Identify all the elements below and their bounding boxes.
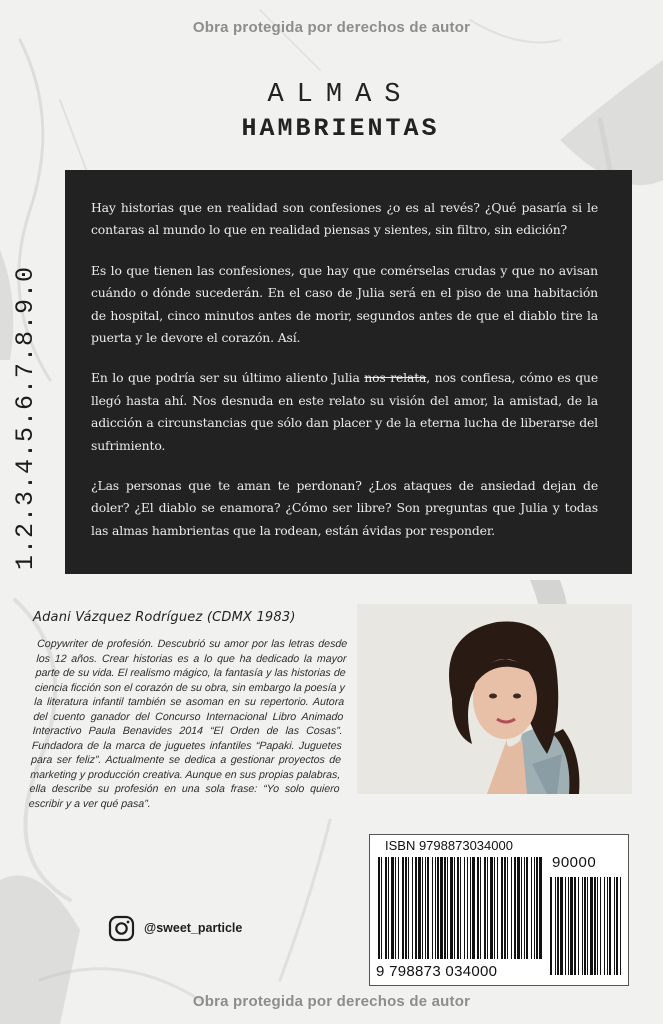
synopsis-text: , nos confiesa, cómo es que llegó hasta ahí. Nos desnuda en este relato su visión del amor, la amistad, de la adicción a circunstancias que sólo dan placer y de la eterna lucha de liberarse del sufrimiento. <box>91 370 599 453</box>
barcode-bar <box>511 857 512 959</box>
book-title-line1: ALMAS <box>267 80 414 110</box>
author-photo <box>357 604 632 794</box>
barcode-bar <box>597 877 598 975</box>
social-handle[interactable] <box>108 913 242 943</box>
barcode-bar <box>514 857 516 959</box>
synopsis-paragraph <box>91 367 598 457</box>
barcode-bar <box>590 877 593 975</box>
barcode-bar <box>555 877 556 975</box>
barcode-bar <box>584 877 586 975</box>
barcode-bar <box>381 857 382 959</box>
barcode-bar <box>405 857 407 959</box>
barcode-bar <box>517 857 520 959</box>
barcode-bar <box>570 877 573 975</box>
barcode-bar <box>524 857 525 959</box>
barcode-bar <box>418 857 421 959</box>
barcode-bar <box>616 877 618 975</box>
barcode-bar <box>550 877 552 975</box>
author-bio: Copywriter de profesión. Descubrió su amor por las letras desde los 12 años. Crear historias es a lo que ha dedicado la mayor parte de su vida. El realismo mágico, la fantasía y las historias de ciencia ficción son el corazón de su obra, sin embargo la poesía y la literatura infantil también se asoman en su repertorio. Autora del cuento ganador del Concurso Internacional Libro Animado Interactivo Paula Benavides 2014 “El Orden de las Cosas”. Fundadora de la marca de juguetes infantiles “Papaki. Juguetes para ser feliz”. Actualmente se dedica a gestionar proyectos de marketing y producción creativa. Aunque en sus propias palabras, ella describe su profesión en una sola frase: “Yo solo quiero escribir y a ver qué pasa”. <box>28 638 348 810</box>
barcode-bar <box>490 857 493 959</box>
barcode-bar <box>415 857 417 959</box>
synopsis-paragraph: ¿Las personas que te aman te perdonan? ¿Los ataques de ansiedad dejan de doler? ¿El diablo se enamora? ¿Cómo ser libre? Son preguntas que Julia y todas las almas hambrientas que la rodean, están ávidas por responder. <box>91 478 598 538</box>
barcode-bar <box>391 857 394 959</box>
barcode-bar <box>378 857 380 959</box>
synopsis-paragraph: Es lo que tienen las confesiones, que hay que comérselas crudas y que no avisan cuándo o dónde sucederán. En el caso de Julia será en el piso de una habitación de hospital, cinco minutos antes de morir, segundos antes de que el diablo tire la puerta y le devore el corazón. Así. <box>91 262 598 346</box>
barcode-bar <box>594 877 596 975</box>
barcode-bar <box>620 877 621 975</box>
barcode-bar <box>484 857 486 959</box>
synopsis-paragraph: Hay historias que en realidad son confesiones ¿o es al revés? ¿Qué pasaría si le contaras al mundo lo que en realidad piensas y sientes, sin filtro, sin edición? <box>91 200 598 238</box>
barcode-bar <box>440 857 443 959</box>
barcode-bar <box>504 857 506 959</box>
synopsis-text: En lo que podría ser su último aliento Julia <box>91 370 365 386</box>
isbn-barcode <box>369 834 629 986</box>
barcode-bar <box>398 857 399 959</box>
barcode-bar <box>607 877 608 975</box>
barcode-bar <box>494 857 495 959</box>
barcode-bar <box>534 857 535 959</box>
copyright-watermark-bottom: Obra protegida por derechos de autor <box>192 993 471 1010</box>
barcode-bar <box>454 857 455 959</box>
barcode-bar <box>574 877 576 975</box>
barcode-bar <box>477 857 479 959</box>
barcode-bar <box>600 877 601 975</box>
instagram-icon <box>108 915 135 942</box>
barcode-bar <box>447 857 448 959</box>
barcode-bar <box>437 857 439 959</box>
barcode-bar <box>402 857 404 959</box>
barcode-bar <box>422 857 423 959</box>
barcode-bar <box>408 857 409 959</box>
barcode-bar <box>470 857 471 959</box>
barcode-bar <box>521 857 522 959</box>
author-signature: Adani Vázquez Rodríguez (CDMX 1983) <box>33 610 296 625</box>
barcode-bar <box>467 857 468 959</box>
barcode-bar <box>435 857 436 959</box>
barcode-bar <box>531 857 532 959</box>
barcode-bar <box>472 857 475 959</box>
isbn-label: ISBN 9798873034000 <box>385 838 513 853</box>
barcode-bar <box>388 857 389 959</box>
barcode-bar <box>539 857 542 959</box>
barcode-bar <box>604 877 605 975</box>
barcode-bar <box>457 857 459 959</box>
barcode-bar <box>432 857 433 959</box>
barcode-bar <box>385 857 387 959</box>
instagram-handle[interactable]: @sweet_particle <box>144 921 243 935</box>
barcode-bar <box>536 857 538 959</box>
barcode-bar <box>427 857 429 959</box>
barcode-bar <box>480 857 481 959</box>
barcode-bar <box>507 857 508 959</box>
barcode-bar <box>497 857 498 959</box>
barcode-digits: 9 798873 034000 <box>376 963 498 980</box>
barcode-bar <box>395 857 396 959</box>
barcode-bar <box>425 857 426 959</box>
barcode-bar <box>614 877 615 975</box>
barcode-bar <box>444 857 446 959</box>
book-title-line2: HAMBRIENTAS <box>241 114 440 143</box>
struck-text: nos relata <box>364 370 427 386</box>
copyright-watermark-top: Obra protegida por derechos de autor <box>192 19 471 36</box>
barcode-bar <box>587 877 588 975</box>
barcode-bar <box>560 877 563 975</box>
barcode-bar <box>460 857 461 959</box>
barcode-bar <box>568 877 569 975</box>
barcode-bar <box>501 857 503 959</box>
barcode-bar <box>526 857 528 959</box>
barcode-bar <box>565 877 566 975</box>
barcode-bar <box>450 857 453 959</box>
barcode-bar <box>582 877 583 975</box>
barcode-bar <box>609 877 611 975</box>
synopsis-panel <box>65 170 632 574</box>
barcode-bar <box>464 857 465 959</box>
barcode-bar <box>578 877 579 975</box>
barcode-bar <box>412 857 413 959</box>
side-number-strip: 1.2.3.4.5.6.7.8.9.0 <box>11 265 40 570</box>
price-code: 90000 <box>552 854 597 871</box>
barcode-bar <box>557 877 559 975</box>
barcode-bar <box>487 857 488 959</box>
